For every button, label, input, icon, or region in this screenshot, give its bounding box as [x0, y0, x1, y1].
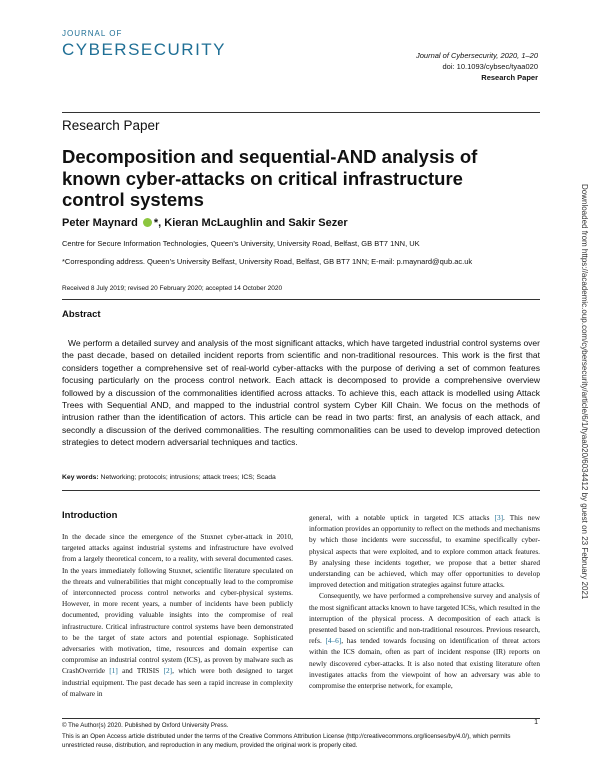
author-first[interactable]: Peter Maynard	[62, 217, 138, 229]
intro-left-column	[62, 531, 293, 699]
header-divider	[62, 112, 540, 113]
introduction-heading: Introduction	[62, 510, 118, 521]
logo-big-text: CYBERSECURITY	[62, 40, 227, 59]
abstract-top-divider	[62, 299, 540, 300]
intro-paragraph-1: In the decade since the emergence of the Stuxnet cyber-attack in 2010, targeted attacks against industrial systems and infrastructure have evolved from a largely theoretical concern, to a reality, with several documented cases. In the years immediately following Stuxnet, scientific literature speculated on the threats and vulnerabilities that might conceptually lead to the compromise of interconnected process control networks and cyber-physical systems. However, in more recent years, a number of incidents have been publicly documented, providing valuable insights into the compromise of real infrastructure. Critical infrastructure control systems have been demonstrated to be the target of state actors and potential espionage. Sophisticated adversaries with motivation, time, resources and domain expertise can compromise an industrial control system (ICS), as proven by malware such as CrashOverride [1] and TRISIS [2], which were both designed to target industrial equipment. The past decade has seen a rapid increase in complexity of malware in	[62, 532, 293, 698]
journal-logo	[62, 26, 227, 66]
received-dates: Received 8 July 2019; revised 20 February 2020; accepted 14 October 2020	[62, 285, 283, 292]
footer-divider	[62, 718, 540, 719]
intro-paragraph-1-cont: general, with a notable uptick in targeted ICS attacks [3]. This new information provides an opportunity to reflect on the methods and mechanisms by which those incidents were successful, to examine specifically cyber-physical aspects that were exploited, and to explore common attack features. By analysing these incidents together, we propose that a better shared understanding can be achieved, which may offer opportunities to develop improved detection and mitigation strategies against future attacks.	[309, 513, 540, 590]
doi[interactable]: doi: 10.1093/cybsec/tyaa020	[442, 62, 538, 71]
citation-link[interactable]: [2]	[163, 666, 173, 676]
section-label: Research Paper	[62, 118, 160, 133]
intro-paragraph-2: Consequently, we have performed a comprehensive survey and analysis of the most significant attacks known to have targeted ICSs, which resulted in the interruption of the physical process. A decomposition of each attack is presented based on scientific and non-traditional resources. Previous research, refs. [4–6], has tended towards focusing on identification of threat actors within the ICS domain, often as part of incident response (IR) reports on newly discovered cyber-attacks. It is also noted that existing literature often investigates attacks from the viewpoint of how an adversary was able to compromise the enterprise network, for example,	[309, 591, 540, 691]
intro-right-column	[309, 512, 540, 691]
journal-citation: Journal of Cybersecurity, 2020, 1–20	[415, 51, 538, 60]
citation-link[interactable]: [3]	[494, 513, 504, 522]
keywords	[62, 474, 276, 481]
keywords-text: Networking; protocols; intrusions; attack trees; ICS; Scada	[100, 474, 276, 481]
abstract-text: We perform a detailed survey and analysis of the most significant attacks, which have targeted industrial control systems over the past decade, based on detailed incident reports from scientific and non-traditional resources. This work is the first that considers together a comprehensive set of real-world cyber-attacks with the purpose of deriving a set of common features focusing particularly on the process control network. Each attack is decomposed to provide a comprehensive overview followed by a discussion of the commonalities identified across attacks. To achieve this, each attack is modelled using Attack Trees with Sequential AND, and mapped to the industrial control system Cyber Kill Chain. We focus on the methods of intrusion rather than the identification of actors. This article can be read in two parts: first, an analysis of each attack, and secondly a discussion of the derived commonalities. The resulting commonalities can be used to develop improved detection strategies to detect modern adversarial techniques and tactics.	[62, 338, 540, 448]
citation-link[interactable]: [1]	[109, 666, 118, 676]
page-number: 1	[534, 719, 538, 726]
corresponding-address: *Corresponding address. Queen’s University Belfast, University Road, Belfast, GB BT7 1NN; E-mail: p.maynard@qub.ac.uk	[62, 257, 473, 266]
citation-link[interactable]: [4–6]	[325, 636, 342, 646]
copyright: © The Author(s) 2020. Published by Oxford University Press.	[62, 722, 229, 729]
keywords-label: Key words:	[62, 474, 99, 481]
logo-small-text: JOURNAL OF	[62, 29, 123, 38]
download-watermark	[580, 184, 592, 654]
orcid-icon[interactable]	[143, 218, 152, 227]
license-text: This is an Open Access article distributed under the terms of the Creative Commons Attribution License (http://creativecommons.org/licenses/by/4.0/), which permits unrestricted reuse, distribution, and reproduction in any medium, provided the original work is properly cited.	[62, 733, 511, 749]
abstract-bottom-divider	[62, 490, 540, 491]
author-rest: *, Kieran McLaughlin and Sakir Sezer	[153, 217, 348, 229]
article-type: Research Paper	[481, 73, 538, 82]
author-list	[62, 217, 348, 229]
paper-title: Decomposition and sequential-AND analysis of known cyber-attacks on critical infrastructure control systems	[62, 146, 478, 210]
download-watermark-text: Downloaded from https://academic.oup.com/cybersecurity/article/6/1/tyaa020/6034412 by guest on 23 February 2021	[580, 184, 589, 600]
affiliation: Centre for Secure Information Technologies, Queen’s University, University Road, Belfast, GB BT7 1NN, UK	[62, 239, 420, 248]
abstract-heading: Abstract	[62, 309, 101, 320]
